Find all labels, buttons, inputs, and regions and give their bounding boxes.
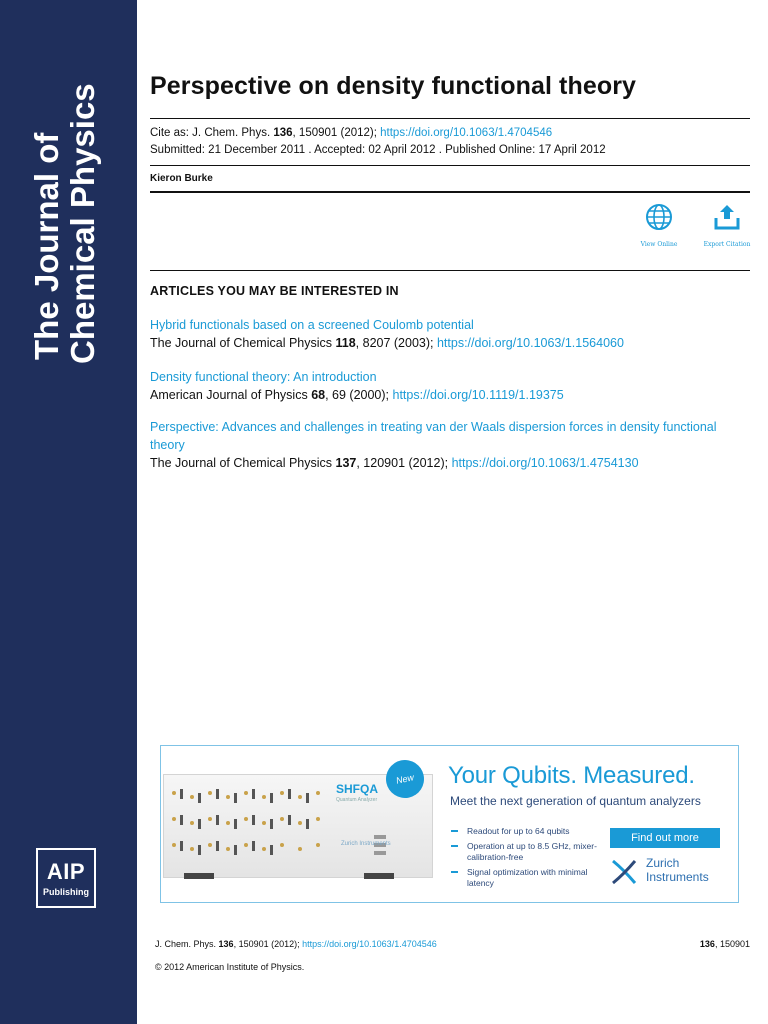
divider: [150, 118, 750, 119]
related-article-reference: [150, 454, 750, 472]
author-name[interactable]: Kieron Burke: [150, 173, 213, 184]
zurich-brand-text: [646, 856, 709, 884]
footer-pages: , 150901 (2012);: [233, 939, 303, 949]
related-articles-heading: ARTICLES YOU MAY BE INTERESTED IN: [150, 284, 399, 298]
ad-feature-list: [451, 826, 601, 893]
footer-page-ref: [700, 939, 750, 949]
related-article-title[interactable]: Density functional theory: An introduction: [150, 370, 377, 384]
dates-line: Submitted: 21 December 2011 . Accepted: 02 April 2012 . Published Online: 17 April 2012: [150, 144, 606, 156]
find-out-more-button[interactable]: Find out more: [610, 828, 720, 848]
ref-journal: The Journal of Chemical Physics: [150, 336, 336, 350]
device-brand-label: Zurich Instruments: [341, 841, 391, 847]
ref-doi-link[interactable]: https://doi.org/10.1063/1.4754130: [451, 456, 639, 470]
ref-pages: , 8207 (2003);: [355, 336, 437, 350]
ref-volume: 68: [311, 388, 326, 402]
advertisement-banner[interactable]: [160, 745, 739, 903]
view-online-button[interactable]: [634, 202, 684, 248]
divider: [150, 165, 750, 166]
export-citation-button[interactable]: [702, 202, 752, 248]
related-article-reference: [150, 334, 750, 352]
footer-right-pages: , 150901: [714, 939, 750, 949]
logo-aip-text: AIP: [46, 859, 86, 884]
footer-right-volume: 136: [699, 939, 715, 949]
ad-feature-item: Operation at up to 8.5 GHz, mixer-calibration-free: [451, 841, 601, 863]
ref-doi-link[interactable]: https://doi.org/10.1063/1.1564060: [436, 336, 624, 350]
footer-citation: [155, 939, 437, 949]
logo-publishing-text: Publishing: [43, 887, 89, 897]
journal-sidebar: [0, 0, 137, 1024]
ad-feature-item: Readout for up to 64 qubits: [451, 826, 601, 837]
divider: [150, 270, 750, 271]
new-badge: New: [382, 756, 427, 801]
export-citation-label: Export Citation: [703, 241, 751, 248]
related-article: [150, 418, 750, 472]
device-product-name: SHFQA: [336, 782, 378, 796]
journal-name-line2: Chemical Physics: [64, 83, 101, 364]
ref-pages: , 120901 (2012);: [356, 456, 452, 470]
zurich-instruments-logo: [610, 854, 730, 888]
related-article: [150, 368, 750, 404]
journal-name-vertical: [28, 50, 106, 370]
related-article-title[interactable]: Perspective: Advances and challenges in treating van der Waals dispersion forces in density functional theory: [150, 420, 717, 452]
ref-journal: The Journal of Chemical Physics: [150, 456, 336, 470]
footer-cite-prefix: J. Chem. Phys.: [155, 939, 219, 949]
footer-volume: 136: [218, 939, 234, 949]
globe-icon: [644, 202, 674, 232]
zurich-brand-line2: Instruments: [646, 870, 709, 884]
ref-volume: 137: [335, 456, 357, 470]
copyright-notice: © 2012 American Institute of Physics.: [155, 962, 305, 972]
cite-prefix: Cite as: J. Chem. Phys.: [150, 127, 274, 139]
footer-doi-link[interactable]: https://doi.org/10.1063/1.4704546: [302, 939, 437, 949]
ref-pages: , 69 (2000);: [325, 388, 393, 402]
related-article-title[interactable]: Hybrid functionals based on a screened Coulomb potential: [150, 318, 474, 332]
journal-name-line1: The Journal of: [28, 132, 65, 360]
ref-volume: 118: [335, 336, 356, 350]
ref-doi-link[interactable]: https://doi.org/10.1119/1.19375: [392, 388, 564, 402]
related-article-reference: [150, 386, 750, 404]
related-article: [150, 316, 750, 352]
citation-line: [150, 127, 552, 139]
ad-headline: Your Qubits. Measured.: [448, 762, 695, 789]
device-product-subtitle: Quantum Analyzer: [336, 797, 378, 803]
ad-feature-item: Signal optimization with minimal latency: [451, 867, 601, 889]
cite-pages: , 150901 (2012);: [292, 127, 381, 139]
cite-volume: 136: [273, 127, 293, 139]
aip-publishing-logo[interactable]: [36, 848, 96, 908]
cite-doi-link[interactable]: https://doi.org/10.1063/1.4704546: [380, 127, 553, 139]
ad-subheadline: Meet the next generation of quantum analyzers: [450, 794, 701, 808]
zurich-brand-line1: Zurich: [646, 856, 680, 870]
ref-journal: American Journal of Physics: [150, 388, 312, 402]
zurich-cross-icon: [610, 858, 638, 886]
divider: [150, 191, 750, 193]
article-title: Perspective on density functional theory: [150, 72, 637, 100]
view-online-label: View Online: [640, 241, 678, 248]
export-icon: [712, 202, 742, 232]
